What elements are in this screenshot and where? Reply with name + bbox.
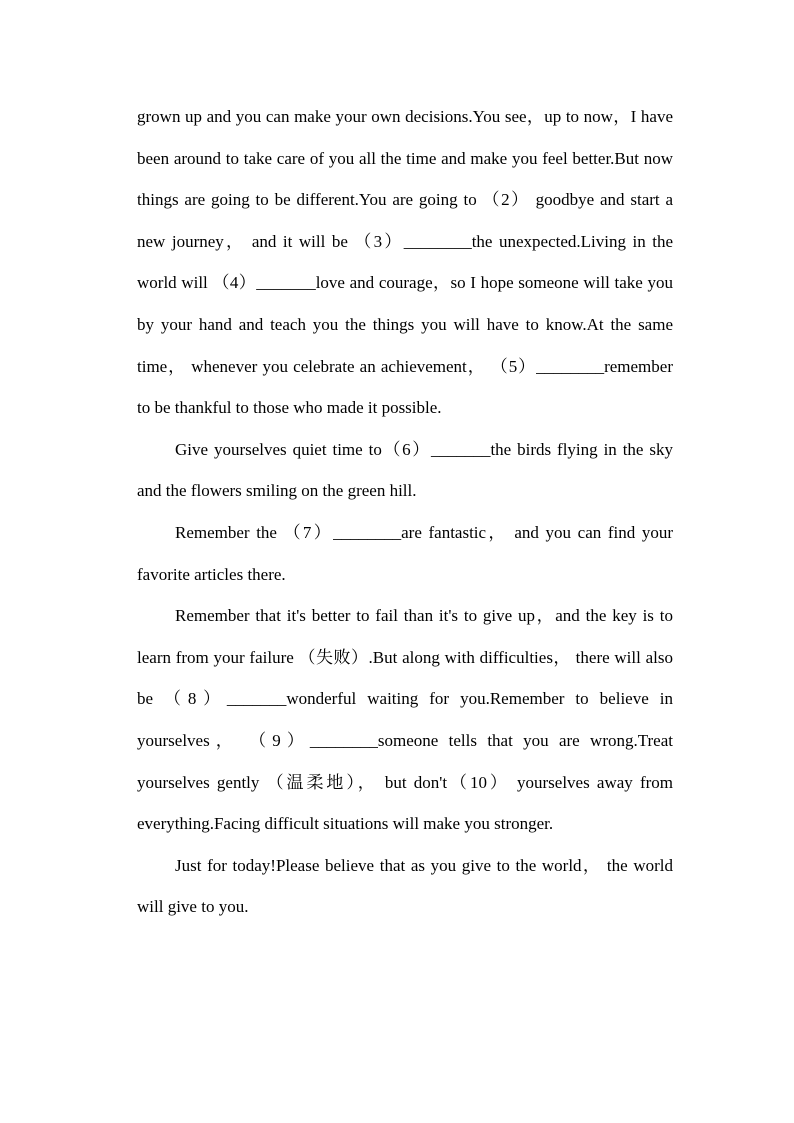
paragraph-1: grown up and you can make your own decisions.You see，up to now，I have been around to take care of you all the time and make you feel better.But now things are going to be different.You are going to （2） goodbye and start a new journey， and it will be （3）________the unexpected.Living in the world will （4）_______love and courage，so I hope someone will take you by your hand and teach you the things you will have to know.At the same time， whenever you celebrate an achievement， （5）________remember to be thankful to those who made it possible. (137, 107, 673, 418)
paragraph-2: Give yourselves quiet time to（6）_______the birds flying in the sky and the flowers smiling on the green hill. (137, 439, 673, 501)
document-page (137, 96, 673, 928)
paragraph-5: Just for today!Please believe that as you give to the world， the world will give to you. (137, 855, 673, 917)
paragraph-3: Remember the （7）________are fantastic， and you can find your favorite articles there. (137, 522, 673, 584)
paragraph-4: Remember that it's better to fail than it's to give up，and the key is to learn from your failure （失败）.But along with difficulties， there will also be （8）_______wonderful waiting for you.Remember to believe in yourselves， （9）________someone tells that you are wrong.Treat yourselves gently （温柔地）， but don't（10） yourselves away from everything.Facing difficult situations will make you stronger. (137, 606, 673, 834)
